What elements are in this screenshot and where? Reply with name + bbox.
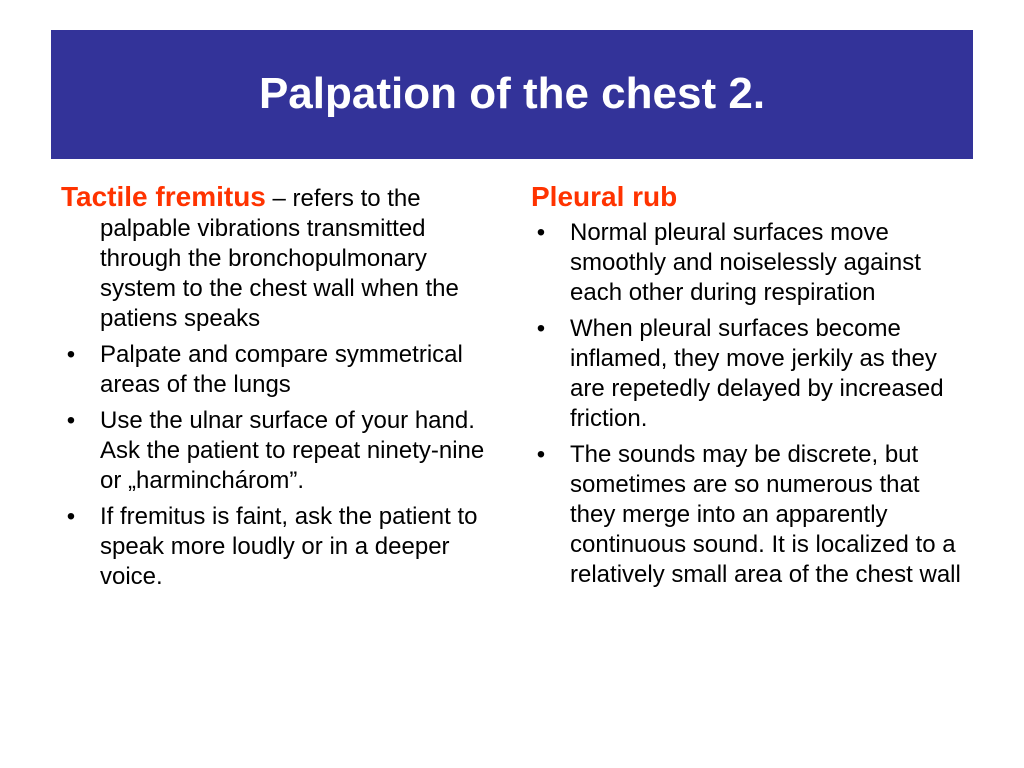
bullet-icon: • xyxy=(66,341,76,368)
list-item-text: When pleural surfaces become inflamed, they move jerkily as they are repetedly delayed by increased friction. xyxy=(570,315,944,432)
list-item-text: Use the ulnar surface of your hand. Ask the patient to repeat ninety-nine or „harminchárom”. xyxy=(100,407,485,494)
list-item xyxy=(61,340,501,400)
list-item-text: If fremitus is faint, ask the patient to speak more loudly or in a deeper voice. xyxy=(100,503,478,590)
pleural-rub-list xyxy=(531,218,971,590)
bullet-icon: • xyxy=(66,407,76,434)
bullet-icon: • xyxy=(536,219,546,246)
pleural-rub-heading-row xyxy=(531,182,971,214)
bullet-icon: • xyxy=(536,315,546,342)
tactile-fremitus-heading: Tactile fremitus xyxy=(61,181,266,212)
title-bar xyxy=(51,30,973,159)
left-column xyxy=(61,182,501,598)
list-item xyxy=(531,218,971,308)
tactile-fremitus-intro: – refers to the palpable vibrations transmitted through the bronchopulmonary system to the chest wall when the patiens speaks xyxy=(100,185,459,332)
bullet-icon: • xyxy=(536,441,546,468)
slide-title: Palpation of the chest 2. xyxy=(258,68,766,118)
bullet-icon: • xyxy=(66,503,76,530)
tactile-fremitus-definition xyxy=(61,182,501,334)
list-item xyxy=(61,406,501,496)
list-item-text: Palpate and compare symmetrical areas of the lungs xyxy=(100,341,463,398)
list-item xyxy=(61,502,501,592)
tactile-fremitus-list xyxy=(61,340,501,592)
right-column xyxy=(531,182,971,596)
pleural-rub-heading: Pleural rub xyxy=(531,181,678,212)
list-item-text: Normal pleural surfaces move smoothly and noiselessly against each other during respiration xyxy=(570,219,921,306)
list-item xyxy=(531,314,971,434)
list-item xyxy=(531,440,971,590)
list-item-text: The sounds may be discrete, but sometimes are so numerous that they merge into an apparently continuous sound. It is localized to a relatively small area of the chest wall xyxy=(570,441,961,588)
